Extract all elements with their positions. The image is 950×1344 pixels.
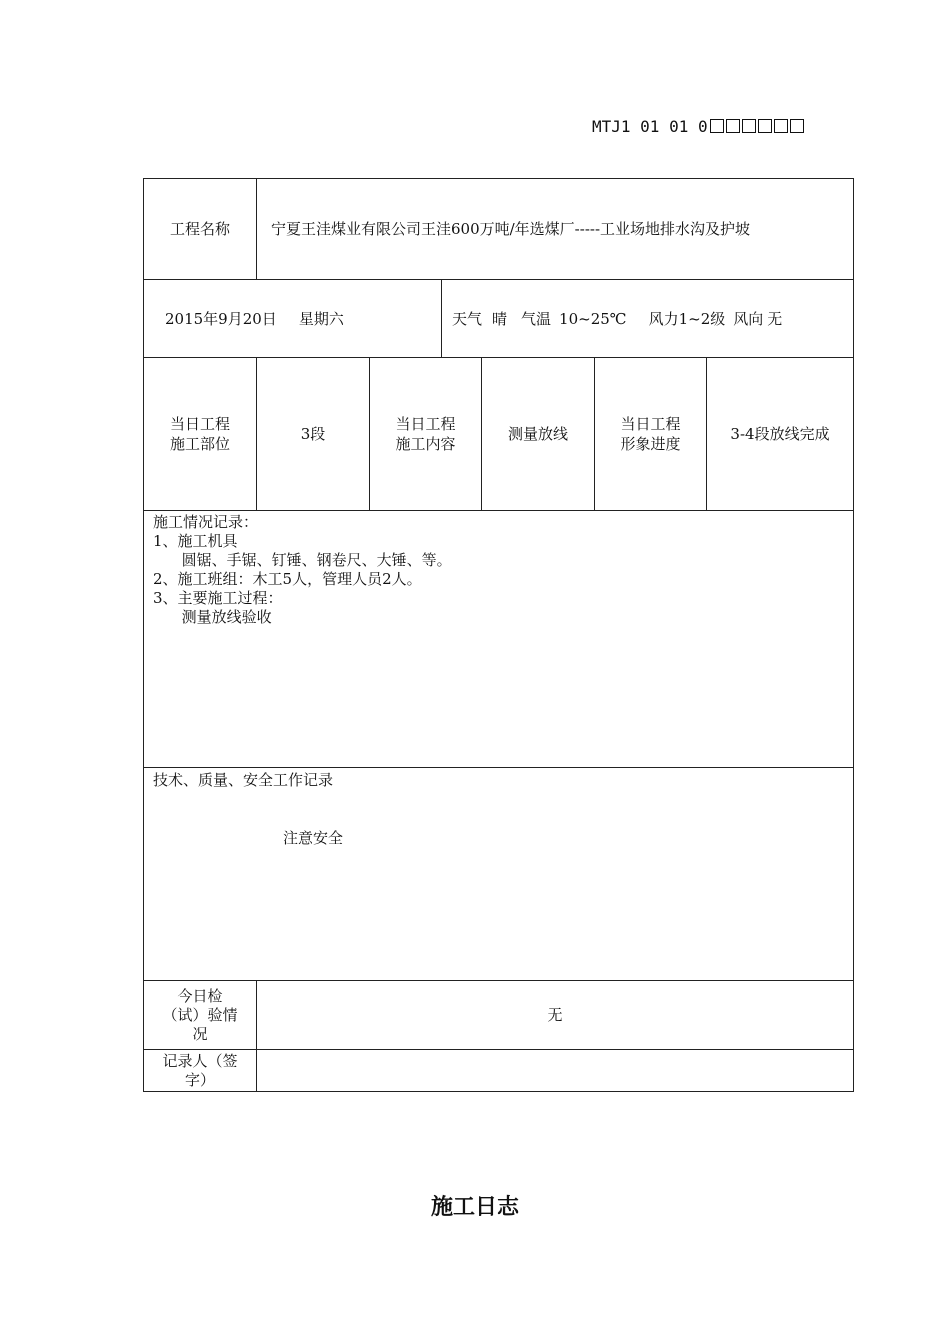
weekday-value: 星期六 [298, 309, 344, 328]
work-content-label: 当日工程 施工内容 [395, 415, 456, 453]
work-progress-label: 当日工程 形象进度 [620, 415, 681, 453]
work-content-value: 测量放线 [507, 425, 568, 443]
wind-direction-value: 无 [767, 309, 783, 328]
wind-value: 1~2级 [678, 309, 726, 328]
work-progress-value-cell [706, 357, 854, 511]
wind-label: 风力 [648, 309, 679, 328]
code-box [726, 119, 740, 133]
project-name-label: 工程名称 [169, 220, 230, 238]
recorder-label-cell [143, 1049, 257, 1092]
inspection-label-cell [143, 980, 257, 1050]
inspection-value: 无 [547, 1006, 563, 1024]
construction-record-title: 施工情况记录： [153, 513, 259, 531]
inspection-label: 今日检 （试）验情 况 [162, 986, 238, 1043]
date-value: 2015年9月20日 [165, 309, 277, 328]
weather-cell [441, 279, 854, 358]
project-name-value-cell [256, 178, 854, 280]
construction-record-line: 3、主要施工过程： [153, 589, 283, 607]
temperature-value: 10~25℃ [559, 309, 627, 328]
work-content-value-cell [481, 357, 595, 511]
date-cell [143, 279, 442, 358]
code-box [790, 119, 804, 133]
weather-value: 晴 [492, 309, 508, 328]
temperature-label: 气温 [521, 309, 552, 328]
work-progress-label-cell [594, 357, 707, 511]
construction-record-line: 2、施工班组：木工5人，管理人员2人。 [153, 570, 422, 588]
recorder-label: 记录人（签 字） [162, 1051, 238, 1089]
safety-record-cell [143, 767, 854, 981]
safety-record-title: 技术、质量、安全工作记录 [153, 771, 334, 789]
construction-record-cell [143, 510, 854, 768]
project-name-value: 宁夏王洼煤业有限公司王洼600万吨/年选煤厂-----工业场地排水沟及护坡 [271, 220, 751, 238]
code-box [710, 119, 724, 133]
code-box [774, 119, 788, 133]
project-name-label-cell [143, 178, 257, 280]
weather-label: 天气 [452, 309, 483, 328]
work-part-label-cell [143, 357, 257, 511]
work-part-value-cell [256, 357, 370, 511]
work-part-label: 当日工程 施工部位 [169, 415, 230, 453]
work-part-value: 3段 [300, 425, 326, 443]
construction-record-line: 测量放线验收 [153, 608, 272, 626]
work-progress-value: 3-4段放线完成 [730, 425, 830, 443]
code-box [742, 119, 756, 133]
document-code-text: MTJ1 01 01 0 [592, 117, 708, 136]
construction-record-line: 1、施工机具 [153, 532, 238, 550]
inspection-value-cell [256, 980, 854, 1050]
construction-record-line: 圆锯、手锯、钉锤、钢卷尺、大锤、等。 [153, 551, 452, 569]
wind-direction-label: 风向 [733, 309, 764, 328]
recorder-signature-field[interactable] [256, 1049, 854, 1092]
code-box [758, 119, 772, 133]
document-code [592, 117, 804, 136]
safety-record-note: 注意安全 [283, 829, 344, 847]
page-title: 施工日志 [430, 1195, 519, 1220]
work-content-label-cell [369, 357, 482, 511]
